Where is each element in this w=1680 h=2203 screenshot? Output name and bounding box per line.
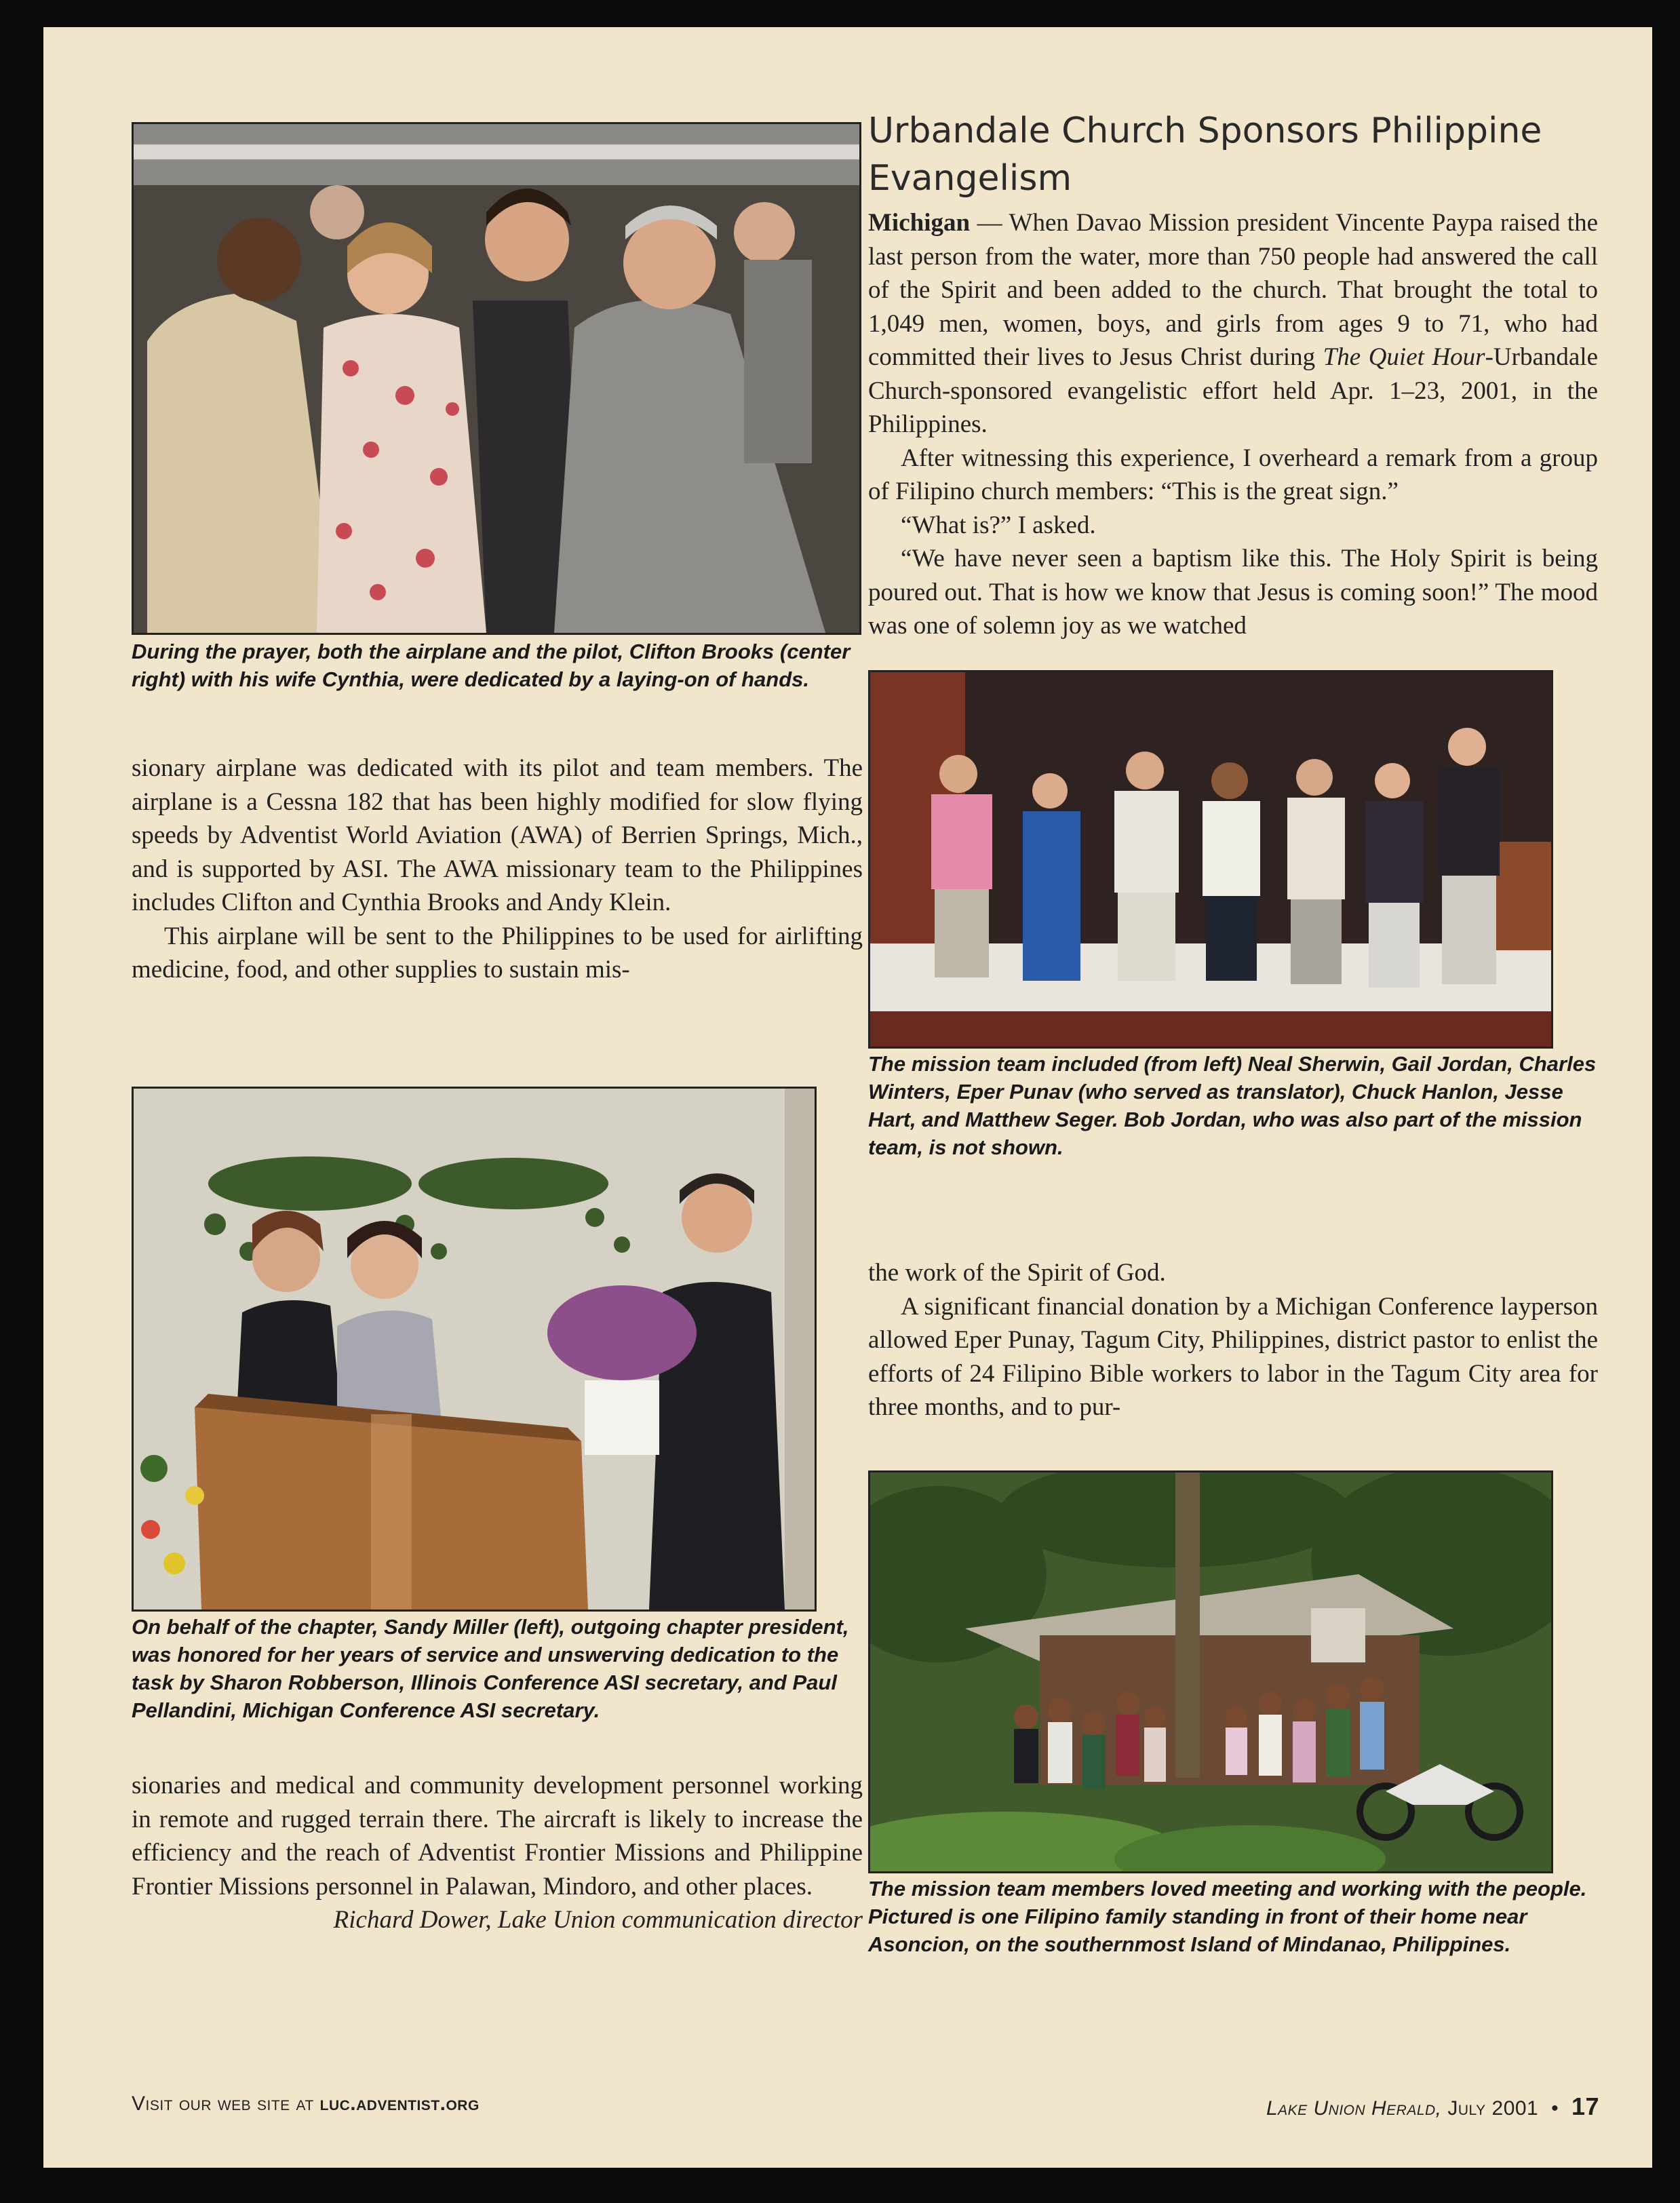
right-body-part1 (868, 206, 1598, 643)
lead-text-a: When Davao Mission president Vincente Paypa raised the last person from the water, more than 750 people had answered the call of the Spirit and been added to the church. That brought the total to 1,049 men, women, boys, and girls from ages 9 to 71, who had committed their lives to Jesus Christ during (868, 209, 1598, 371)
mission-team-photo (868, 670, 1553, 1049)
dateline-dash: — (970, 209, 1009, 237)
lead-text-b: -Urbandale Church-sponsored evangelistic effort held Apr. 1–23, 2001, in the Philippines. (868, 343, 1598, 438)
dateline: Michigan (868, 209, 971, 237)
footer-right (1266, 2092, 1599, 2121)
footer-visit-text: Visit our web site at (132, 2092, 320, 2115)
family-photo-caption: The mission team members loved meeting and working with the people. Pictured is one Filipino family standing in front of their home near Asoncion, on the southernmost Island of Mindanao, Philippines. (868, 1877, 1587, 1956)
podium-honor-photo (132, 1087, 817, 1612)
family-photo-illustration (870, 1473, 1551, 1871)
mission-team-caption: The mission team included (from left) Neal Sherwin, Gail Jordan, Charles Winters, Eper Punav (who served as translator), Chuck Hanlon, Jesse Hart, and Matthew Seger. Bob Jordan, who was also part of the mission team, is not shown. (868, 1052, 1597, 1159)
footer-bullet: • (1551, 2097, 1559, 2120)
footer-publication: Lake Union Herald, (1266, 2097, 1442, 2120)
left-body-part1 (132, 752, 863, 987)
missionaries-paragraph: sionaries and medical and community development personnel working in remote and rugged terrain there. The aircraft is likely to increase the efficiency and the reach of Adventist Frontier Missions and Philippine Frontier Missions personnel in Palawan, Mindoro, and other places. (132, 1772, 863, 1900)
article-headline: Urbandale Church Sponsors Philippine Evangelism (868, 111, 1542, 199)
baptism-paragraph: “We have never seen a baptism like this. The Holy Spirit is being poured out. That is how we know that Jesus is coming soon!” The mood was one of solemn joy as we watched (868, 545, 1598, 640)
filipino-family-photo (868, 1470, 1553, 1873)
prayer-dedication-photo (132, 122, 861, 635)
prayer-photo-caption: During the prayer, both the airplane and the pilot, Clifton Brooks (center right) with his wife Cynthia, were dedicated by a laying-on of hands. (132, 640, 851, 691)
quiet-hour-title: The Quiet Hour (1323, 343, 1485, 371)
team-photo-illustration (870, 672, 1551, 1047)
airlift-paragraph: This airplane will be sent to the Philippines to be used for airlifting medicine, food, and other supplies to sustain mis- (132, 922, 863, 983)
podium-photo-illustration (134, 1089, 815, 1610)
airplane-paragraph: sionary airplane was dedicated with its pilot and team members. The airplane is a Cessna 182 that has been highly modified for slow flying speeds by Adventist World Aviation (AWA) of Berrien Springs, Mich., and is supported by ASI. The AWA missionary team to the Philippines includes Clifton and Cynthia Brooks and Andy Klein. (132, 754, 863, 916)
right-body-part2 (868, 1256, 1598, 1424)
magazine-page (43, 27, 1652, 2168)
footer-left (132, 2092, 480, 2116)
lead-paragraph (868, 206, 1598, 442)
podium-photo-caption: On behalf of the chapter, Sandy Miller (left), outgoing chapter president, was honored for her years of service and unswerving dedication to the task by Sharon Robberson, Illinois Conference ASI secretary, and Paul Pellandini, Michigan Conference ASI secretary. (132, 1615, 849, 1722)
footer-website-link[interactable]: luc.adventist.org (319, 2092, 480, 2115)
spirit-paragraph: the work of the Spirit of God. (868, 1259, 1166, 1287)
what-is-paragraph: “What is?” I asked. (901, 511, 1096, 539)
donation-paragraph: A significant financial donation by a Michigan Conference layperson allowed Eper Punay, Tagum City, Philippines, district pastor to enlist the efforts of 24 Filipino Bible workers to labor in the Tagum City area for three months, and to pur- (868, 1292, 1598, 1421)
great-sign-paragraph: After witnessing this experience, I overheard a remark from a group of Filipino church members: “This is the great sign.” (868, 444, 1598, 505)
prayer-photo-illustration (134, 124, 859, 633)
left-body-part2 (132, 1769, 863, 1937)
footer-date: July 2001 (1447, 2097, 1539, 2120)
byline: Richard Dower, Lake Union communication director (333, 1906, 863, 1934)
page-number: 17 (1571, 2092, 1599, 2120)
